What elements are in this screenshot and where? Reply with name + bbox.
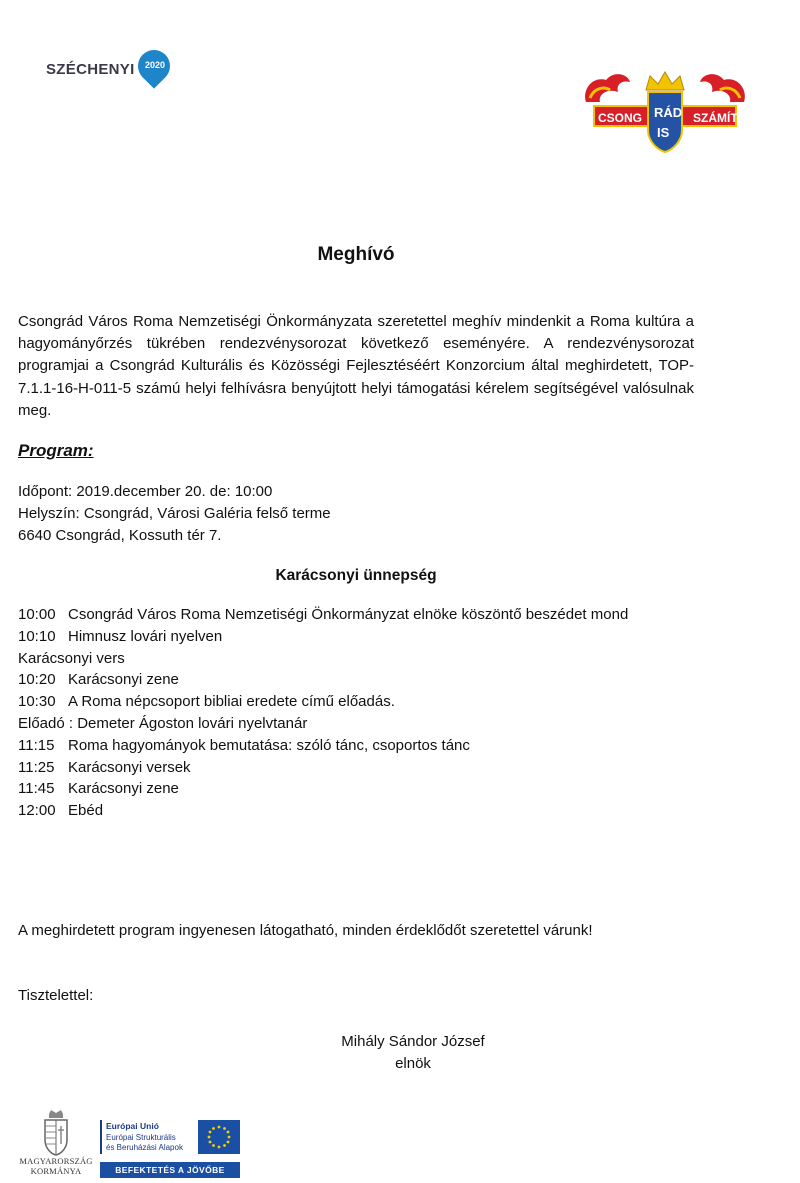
schedule-item <box>18 648 628 670</box>
schedule-text: Karácsonyi vers <box>18 649 125 667</box>
eu-flag-icon <box>198 1120 240 1154</box>
schedule-text: Csongrád Város Roma Nemzetiségi Önkormányzat elnöke köszöntő beszédet mond <box>68 606 629 623</box>
schedule-time: 10:20 <box>18 671 56 689</box>
schedule-time: 11:15 <box>18 736 55 754</box>
event-subtitle: Karácsonyi ünnepség <box>275 567 437 584</box>
eu-logo-banner: BEFEKTETÉS A JÖVŐBE <box>100 1162 240 1178</box>
event-venue: Helyszín: Csongrád, Városi Galéria felső terme <box>18 505 331 522</box>
csongrad-logo-text-left: CSONG <box>598 111 643 125</box>
program-heading: Program: <box>18 441 94 460</box>
schedule-text: Himnusz lovári nyelven <box>68 627 223 645</box>
schedule-text: Előadó : Demeter Ágoston lovári nyelvtanár <box>18 714 308 732</box>
schedule-item <box>18 604 628 626</box>
szechenyi-logo-year: 2020 <box>144 60 166 70</box>
signer-role: elnök <box>395 1055 431 1072</box>
schedule-text: Roma hagyományok bemutatása: szóló tánc, csoportos tánc <box>68 736 470 754</box>
signer-name: Mihály Sándor József <box>341 1033 485 1050</box>
government-logo-line1: MAGYARORSZÁG <box>19 1156 93 1166</box>
schedule-text: Karácsonyi zene <box>68 671 179 689</box>
government-logo-line2: KORMÁNYA <box>30 1166 82 1176</box>
closing-text: A meghirdetett program ingyenesen látogatható, minden érdeklődőt szeretettel várunk! <box>18 922 593 939</box>
event-address: 6640 Csongrád, Kossuth tér 7. <box>18 527 222 544</box>
regards-text: Tisztelettel: <box>18 987 94 1004</box>
csongrad-logo <box>580 68 750 154</box>
schedule-item <box>18 713 628 735</box>
eu-logo-line3: és Beruházási Alapok <box>106 1143 183 1152</box>
schedule-list <box>18 604 628 822</box>
page-title: Meghívó <box>317 244 395 265</box>
csongrad-logo-text-right: SZÁMÍT <box>693 111 738 125</box>
event-date: Időpont: 2019.december 20. de: 10:00 <box>18 483 273 500</box>
szechenyi-2020-logo <box>46 50 176 100</box>
schedule-item <box>18 800 628 822</box>
schedule-time: 10:30 <box>18 693 56 711</box>
intro-paragraph: Csongrád Város Roma Nemzetiségi Önkormányzata szeretettel meghív mindenkit a Roma kultúra a hagyományőrzés tükrében rendezvénysorozat következő eseményére. A rendezvénysorozat programjai a Csongrád Kulturális és Közösségi Fejlesztéséért Konzorcium által meghirdetett, TOP-7.1.1-16-H-011-5 számú helyi felhívásra benyújtott helyi támogatási kérelem segítségével valósulnak meg. <box>18 313 694 419</box>
coat-of-arms-icon <box>39 1110 73 1156</box>
schedule-time: 11:45 <box>18 780 55 798</box>
eu-logo-divider <box>100 1120 102 1154</box>
signature-block <box>318 1031 508 1075</box>
eu-logo-line1: Európai Unió <box>106 1121 159 1131</box>
schedule-item <box>18 626 628 648</box>
schedule-time: 11:25 <box>18 758 55 776</box>
hungarian-government-logo <box>14 1110 98 1180</box>
csongrad-logo-text-mid-bottom: IS <box>657 125 670 140</box>
schedule-text: Karácsonyi versek <box>68 758 191 776</box>
schedule-time: 10:10 <box>18 627 56 645</box>
schedule-text: Karácsonyi zene <box>68 780 179 798</box>
schedule-item <box>18 691 628 713</box>
csongrad-logo-text-mid-top: RÁD <box>654 105 683 120</box>
schedule-item <box>18 778 628 800</box>
eu-funds-logo <box>100 1120 240 1180</box>
schedule-item <box>18 757 628 779</box>
schedule-time: 12:00 <box>18 802 56 820</box>
schedule-text: A Roma népcsoport bibliai eredete című előadás. <box>68 693 395 711</box>
schedule-item <box>18 669 628 691</box>
event-info <box>18 481 331 547</box>
schedule-item <box>18 735 628 757</box>
schedule-time: 10:00 <box>18 606 56 623</box>
szechenyi-logo-text: SZÉCHENYI <box>46 61 135 78</box>
eu-logo-line2: Európai Strukturális <box>106 1133 176 1142</box>
schedule-text: Ebéd <box>68 802 104 820</box>
